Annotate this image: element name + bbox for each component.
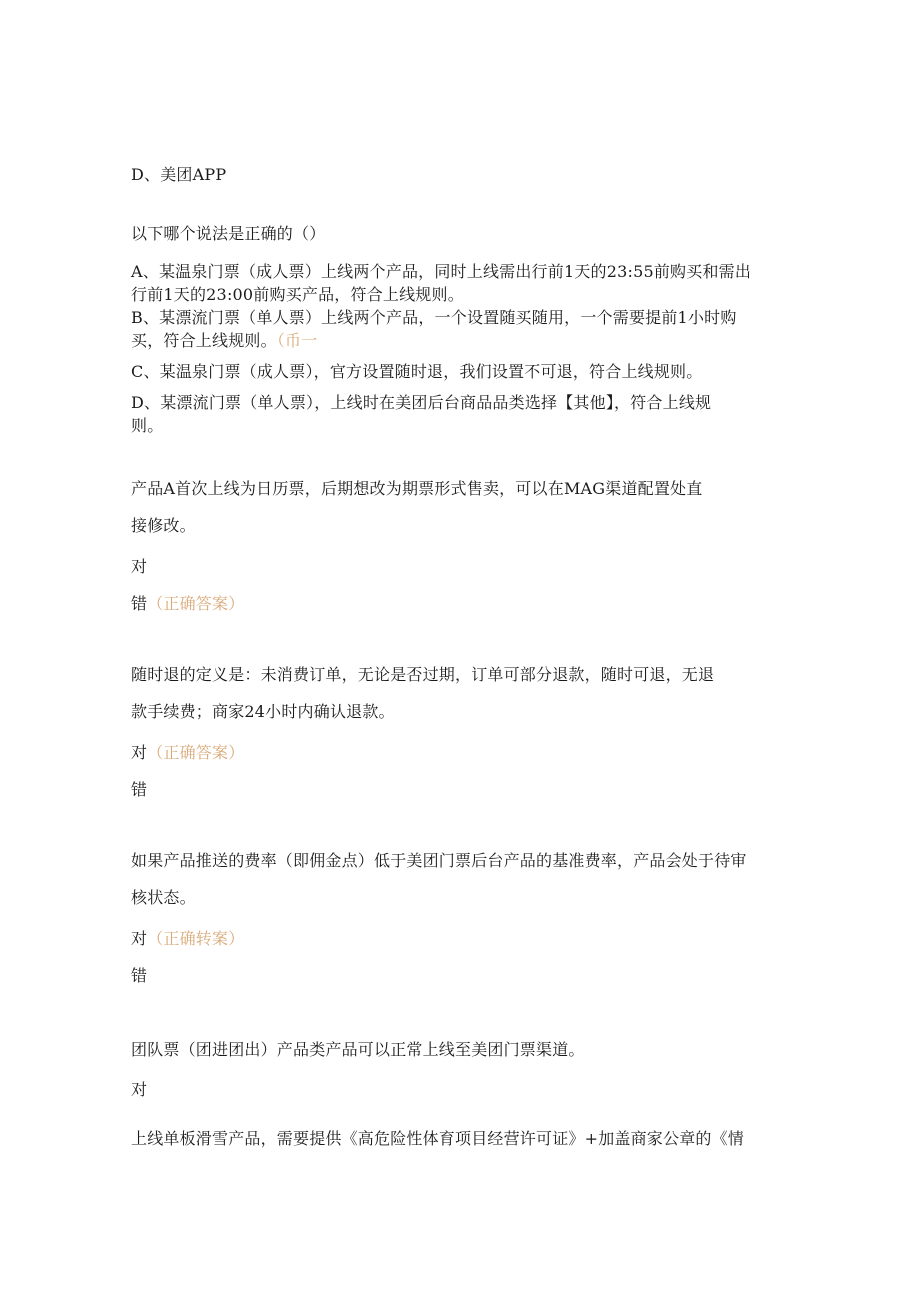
q1-option-a-line1: A、某温泉门票（成人票）上线两个产品，同时上线需出行前1天的23:55前购买和需出 bbox=[131, 262, 752, 281]
q6-question-line1: 上线单板滑雪产品，需要提供《高危险性体育项目经营许可证》+加盖商家公章的《情 bbox=[131, 1129, 745, 1148]
q3-question-line2: 款手续费；商家24小时内确认退款。 bbox=[131, 702, 395, 721]
q2-question-line2: 接修改。 bbox=[131, 516, 196, 535]
q5-option-true: 对 bbox=[131, 1080, 148, 1099]
q4-question-line1: 如果产品推送的费率（即佣金点）低于美团门票后台产品的基准费率，产品会处于待审 bbox=[131, 851, 747, 870]
q1-option-b-note: （币一 bbox=[276, 331, 318, 350]
q1-question: 以下哪个说法是正确的（） bbox=[131, 224, 326, 243]
q4-option-false: 错 bbox=[131, 966, 148, 985]
q1-option-d-line1: D、某漂流门票（单人票），上线时在美团后台商品品类选择【其他】，符合上线规 bbox=[131, 393, 712, 412]
q3-answer-note: （正确答案） bbox=[147, 743, 245, 762]
q3-option-true: 对 bbox=[131, 743, 148, 762]
q1-option-c: C、某温泉门票（成人票），官方设置随时退，我们设置不可退，符合上线规则。 bbox=[131, 362, 703, 381]
q2-answer-note: （正确答案） bbox=[147, 594, 245, 613]
q4-option-true-row bbox=[131, 928, 244, 950]
q1-option-a-line2: 行前1天的23:00前购买产品，符合上线规则。 bbox=[131, 285, 464, 304]
q1-option-b-line2 bbox=[131, 330, 317, 352]
q4-question-line2: 核状态。 bbox=[131, 888, 196, 907]
q3-option-true-row bbox=[131, 742, 244, 764]
q0-option-d: D、美团APP bbox=[131, 165, 227, 184]
q1-option-b-line1: B、某漂流门票（单人票）上线两个产品，一个设置随买随用，一个需要提前1小时购 bbox=[131, 308, 737, 327]
q2-option-false: 错 bbox=[131, 594, 148, 613]
q4-option-true: 对 bbox=[131, 929, 148, 948]
q2-question-line1: 产品A首次上线为日历票，后期想改为期票形式售卖，可以在MAG渠道配置处直 bbox=[131, 479, 703, 498]
q2-option-false-row bbox=[131, 593, 244, 615]
q3-question-line1: 随时退的定义是：未消费订单，无论是否过期，订单可部分退款，随时可退，无退 bbox=[131, 665, 715, 684]
q1-option-b-text: 买，符合上线规则。 bbox=[131, 331, 277, 350]
q2-option-true: 对 bbox=[131, 557, 148, 576]
q4-answer-note: （正确转案） bbox=[147, 929, 245, 948]
q3-option-false: 错 bbox=[131, 780, 148, 799]
q1-option-d-line2: 则。 bbox=[131, 416, 164, 435]
q5-question: 团队票（团进团出）产品类产品可以正常上线至美团门票渠道。 bbox=[131, 1040, 585, 1059]
